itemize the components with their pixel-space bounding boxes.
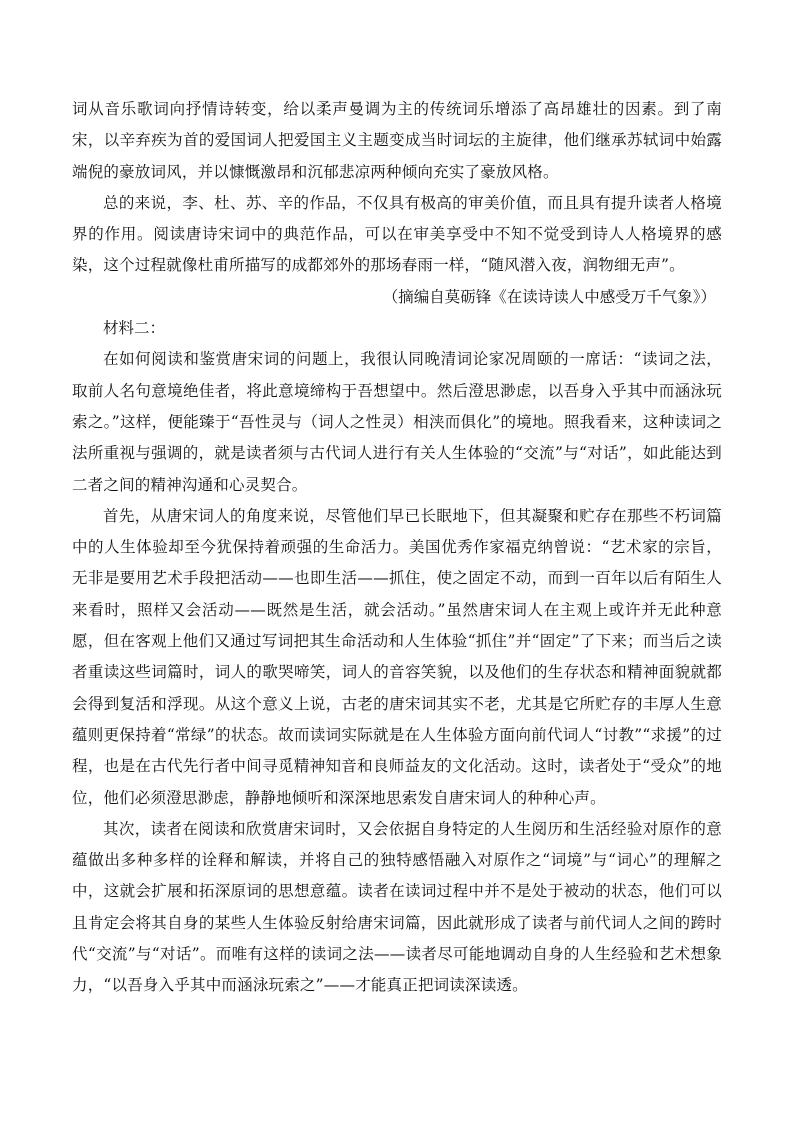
continued-paragraph: 词从音乐歌词向抒情诗转变，给以柔声曼调为主的传统词乐增添了高昂雄壮的因素。到了南宋，以辛弃疾为首的爱国词人把爱国主义主题变成当时词坛的主旋律，他们继承苏轼词中始露端倪的豪放词风，并以慷慨激昂和沉郁悲凉两种倾向充实了豪放风格。 — [72, 100, 722, 181]
material-two-label: 材料二： — [103, 319, 166, 338]
material-two-paragraph-2: 首先，从唐宋词人的角度来说，尽管他们早已长眠地下，但其凝聚和贮存在那些不朽词篇中的人生体验却至今犹保持着顽强的生命活力。美国优秀作家福克纳曾说：“艺术家的宗旨，无非是要用艺术手段把活动——也即生活——抓住，使之固定不动，而到一百年以后有陌生人来看时，照样又会活动——既然是生活，就会活动。”虽然唐宋词人在主观上或许并无此种意愿，但在客观上他们又通过写词把其生命活动和人生体验“抓住”并“固定”了下来；而当后之读者重读这些词篇时，词人的歌哭啼笑，词人的音容笑貌，以及他们的生存状态和精神面貌就都会得到复活和浮现。从这个意义上说，古老的唐宋词其实不老，尤其是它所贮存的丰厚人生意蕴则更保持着“常绿”的状态。故而读词实际就是在人生体验方面向前代词人“讨教”“求援”的过程，也是在古代先行者中间寻觅精神知音和良师益友的文化活动。这时，读者处于“受众”的地位，他们必须澄思渺虑，静静地倾听和深深地思索发自唐宋词人的种种心声。 — [72, 506, 722, 807]
material-two-paragraph-1: 在如何阅读和鉴赏唐宋词的问题上，我很认同晚清词论家况周颐的一席话：“读词之法，取前人名句意境绝佳者，将此意境缔构于吾想望中。然后澄思渺虑，以吾身入乎其中而涵泳玩索之。”这样，便能臻于“吾性灵与（词人之性灵）相浃而俱化”的境地。照我看来，这种读词之法所重视与强调的，就是读者须与古代词人进行有关人生体验的“交流”与“对话”，如此能达到二者之间的精神沟通和心灵契合。 — [72, 350, 722, 494]
summary-paragraph: 总的来说，李、杜、苏、辛的作品，不仅具有极高的审美价值，而且具有提升读者人格境界的作用。阅读唐诗宋词中的典范作品，可以在审美享受中不知不觉受到诗人人格境界的感染，这个过程就像杜甫所描写的成都郊外的那场春雨一样，“随风潜入夜，润物细无声”。 — [72, 193, 722, 275]
source-citation: （摘编自莫砺锋《在读诗读人中感受万千气象》） — [382, 287, 716, 306]
material-two-paragraph-3: 其次，读者在阅读和欣赏唐宋词时，又会依据自身特定的人生阅历和生活经验对原作的意蕴做出多种多样的诠释和解读，并将自己的独特感悟融入对原作之“词境”与“词心”的理解之中，这就会扩展和拓深原词的思想意蕴。读者在读词过程中并不是处于被动的状态，他们可以且肯定会将其自身的某些人生体验反射给唐宋词篇，因此就形成了读者与前代词人之间的跨时代“交流”与“对话”。而唯有这样的读词之法——读者尽可能地调动自身的人生经验和艺术想象力，“以吾身入乎其中而涵泳玩索之”——才能真正把词读深读透。 — [72, 819, 722, 995]
document-page — [72, 94, 722, 1002]
